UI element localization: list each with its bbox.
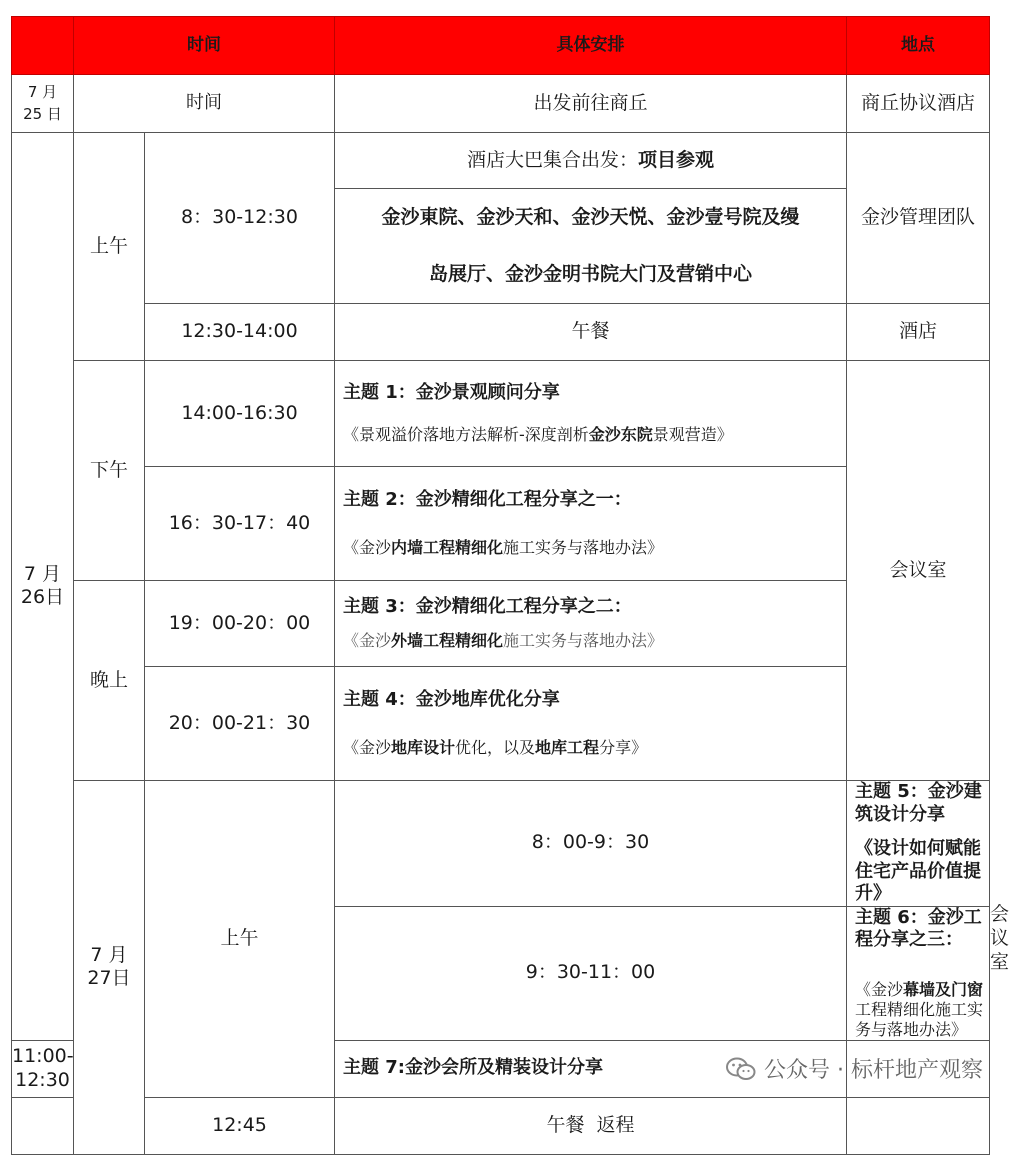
topic-7: 主题 7:金沙会所及精装设计分享 xyxy=(343,1057,603,1079)
plan-visit-gather-text: 酒店大巴集合出发： xyxy=(466,148,638,171)
desc-4-a: 《金沙 xyxy=(343,737,392,757)
topic-5: 主题 5：金沙建筑设计分享 xyxy=(855,781,982,825)
topic-6: 主题 6：金沙工程分享之三： xyxy=(855,906,982,950)
time-session-4: 20：00-21：30 xyxy=(145,667,335,781)
desc-2-a: 《金沙 xyxy=(343,537,392,557)
location-hotel: 酒店 xyxy=(847,304,990,361)
plan-visit-line1: 金沙東院、金沙天和、金沙天悦、金沙壹号院及缦 xyxy=(381,206,800,228)
period-evening: 晚上 xyxy=(74,581,145,781)
desc-1-a: 《景观溢价落地方法解析-深度剖析 xyxy=(343,424,589,444)
desc-3-b: 外墙工程精细化 xyxy=(391,630,504,650)
row-session-4 xyxy=(12,667,990,781)
plan-visit-gather xyxy=(335,133,847,189)
plan-session-2 xyxy=(335,467,847,581)
time-session-1: 14:00-16:30 xyxy=(145,361,335,467)
row-session-5: 7 月 27日 上午 8：00-9：30 主题 5：金沙建筑设计分享 《设计如何赋能住宅产品价值提升》 会议室 xyxy=(12,781,990,907)
plan-lunch: 午餐 xyxy=(335,304,847,361)
date-month: 7 月 xyxy=(23,562,62,585)
desc-3 xyxy=(343,631,846,651)
desc-6-c: 工程精细化施工实务与落地办法》 xyxy=(855,999,984,1039)
desc-3-c: 施工实务与落地办法》 xyxy=(503,630,664,650)
desc-2 xyxy=(343,538,846,558)
plan-visit-sites xyxy=(335,189,847,304)
plan-session-4 xyxy=(335,667,847,781)
time-session-6: 9：30-11：00 xyxy=(335,906,847,1040)
time-final: 12:45 xyxy=(145,1097,335,1154)
time-session-5: 8：00-9：30 xyxy=(335,781,847,907)
row-visit-a xyxy=(12,133,990,189)
wechat-icon xyxy=(726,1057,756,1081)
plan-session-6 xyxy=(847,906,990,1040)
plan-visit-gather-bold: 项目参观 xyxy=(638,148,715,171)
period-morning-27: 上午 xyxy=(145,781,335,1098)
time-session-2: 16：30-17：40 xyxy=(145,467,335,581)
date-month: 7 月 xyxy=(90,943,128,966)
desc-4-c: 优化，以及 xyxy=(455,737,536,757)
desc-4 xyxy=(343,738,846,758)
header-plan: 具体安排 xyxy=(335,17,847,75)
watermark xyxy=(726,1053,983,1084)
time-day25: 时间 xyxy=(74,75,335,133)
time-session-3: 19：00-20：00 xyxy=(145,581,335,667)
date-day25 xyxy=(12,75,74,133)
topic-1: 主题 1：金沙景观顾问分享 xyxy=(343,382,560,404)
desc-2-b: 内墙工程精细化 xyxy=(391,537,504,557)
desc-3-a: 《金沙 xyxy=(343,630,392,650)
row-session-1 xyxy=(12,361,990,467)
schedule-table xyxy=(11,16,1009,1155)
time-lunch: 12:30-14:00 xyxy=(145,304,335,361)
date-day: 27日 xyxy=(87,967,131,990)
desc-1-c: 景观营造》 xyxy=(652,424,733,444)
plan-final: 午餐 返程 xyxy=(335,1097,847,1154)
desc-6-a: 《金沙 xyxy=(855,979,904,999)
plan-visit-line2: 岛展厅、金沙金明书院大门及营销中心 xyxy=(428,263,752,285)
date-day: 25 日 xyxy=(23,104,62,123)
header-location: 地点 xyxy=(847,17,990,75)
topic-4: 主题 4：金沙地库优化分享 xyxy=(343,689,560,711)
desc-1 xyxy=(343,425,846,445)
topic-2: 主题 2：金沙精细化工程分享之一： xyxy=(343,489,632,511)
plan-session-3 xyxy=(335,581,847,667)
header-time: 时间 xyxy=(74,17,335,75)
period-afternoon: 下午 xyxy=(74,361,145,581)
time-session-7: 11:00-12:30 xyxy=(12,1040,74,1097)
topic-3: 主题 3：金沙精细化工程分享之二： xyxy=(343,596,632,618)
row-final xyxy=(12,1097,990,1154)
row-session-2 xyxy=(12,467,990,581)
location-hotel-shangqiu: 商丘协议酒店 xyxy=(847,75,990,133)
desc-6 xyxy=(855,980,989,1040)
desc-5: 《设计如何赋能住宅产品价值提升》 xyxy=(855,838,981,904)
header-row xyxy=(12,17,990,75)
location-meeting-room-26: 会议室 xyxy=(847,361,990,781)
location-jinsha-team: 金沙管理团队 xyxy=(847,133,990,304)
date-month: 7 月 xyxy=(27,82,58,101)
time-visit: 8：30-12:30 xyxy=(145,133,335,304)
plan-depart: 出发前往商丘 xyxy=(335,75,847,133)
date-day26 xyxy=(12,133,74,1041)
desc-1-b: 金沙东院 xyxy=(588,424,653,444)
row-lunch xyxy=(12,304,990,361)
desc-4-e: 分享》 xyxy=(599,737,648,757)
plan-session-5 xyxy=(847,781,990,907)
date-day: 26日 xyxy=(20,586,65,609)
date-day27 xyxy=(74,781,145,1155)
desc-6-b: 幕墙及门窗 xyxy=(903,979,984,999)
period-blank xyxy=(12,1097,74,1154)
desc-4-d: 地库工程 xyxy=(535,737,600,757)
period-morning: 上午 xyxy=(74,133,145,361)
row-day25 xyxy=(12,75,990,133)
location-blank xyxy=(847,1097,990,1154)
desc-2-c: 施工实务与落地办法》 xyxy=(503,537,664,557)
plan-session-1 xyxy=(335,361,847,467)
desc-4-b: 地库设计 xyxy=(391,737,456,757)
header-blank xyxy=(12,17,74,75)
row-session-3 xyxy=(12,581,990,667)
watermark-text: 公众号 · 标杆地产观察 xyxy=(764,1058,983,1083)
